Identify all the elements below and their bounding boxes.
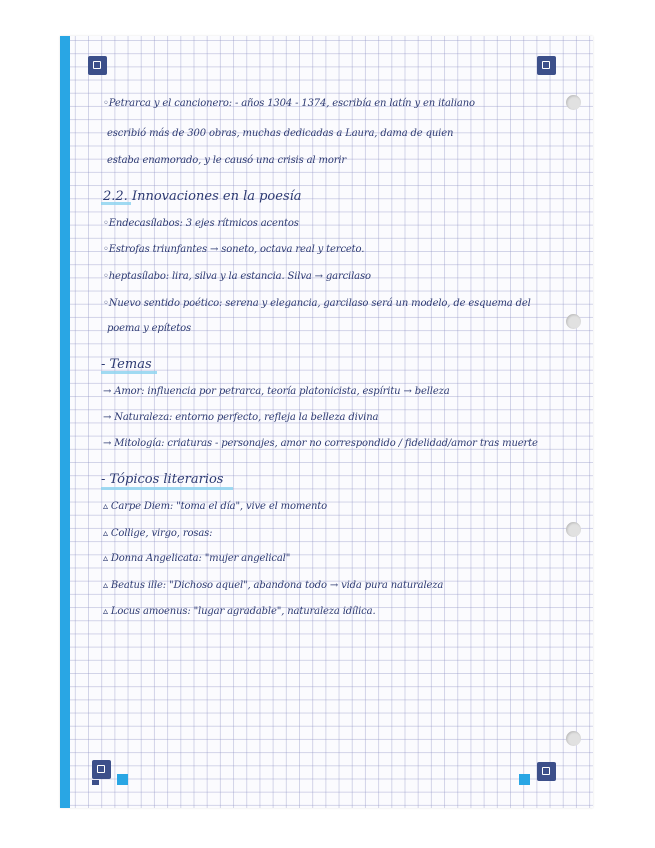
punch-hole-icon — [566, 314, 581, 329]
section-heading: - Tópicos literarios — [101, 472, 224, 487]
corner-marker-icon — [88, 56, 107, 75]
text-line: estaba enamorado, y le causó una crisis al morir — [107, 155, 347, 166]
list-item: ▵ Carpe Diem: "toma el día", vive el momento — [103, 501, 328, 512]
list-item: ◦Endecasílabos: 3 ejes rítmicos acentos — [103, 218, 299, 229]
section-heading: 2.2. Innovaciones en la poesía — [103, 189, 302, 204]
section-heading: - Temas — [101, 357, 152, 372]
list-item: ▵ Donna Angelicata: "mujer angelical" — [103, 553, 291, 564]
corner-square-icon — [519, 774, 530, 785]
list-item: → Amor: influencia por petrarca, teoría platonicista, espíritu → belleza — [103, 386, 450, 397]
punch-hole-icon — [566, 731, 581, 746]
list-item: → Mitología: criaturas - personajes, amor no correspondido / fidelidad/amor tras muerte — [103, 438, 538, 449]
corner-marker-icon — [537, 56, 556, 75]
corner-dash-icon — [92, 780, 99, 785]
list-item: ◦Nuevo sentido poético: serena y elegancia, garcilaso será un modelo, de esquema del — [103, 298, 531, 309]
list-item: ▵ Collige, virgo, rosas: — [103, 528, 213, 539]
text-line: ◦Petrarca y el cancionero: - años 1304 - 1374, escribía en latín y en italiano — [103, 98, 475, 109]
list-item: ◦heptasílabo: lira, silva y la estancia. Silva → garcilaso — [103, 271, 371, 282]
list-item: ▵ Beatus ille: "Dichoso aquel", abandona todo → vida pura naturaleza — [103, 580, 444, 591]
text-line: escribió más de 300 obras, muchas dedicadas a Laura, dama de quien — [107, 128, 454, 139]
corner-square-icon — [117, 774, 128, 785]
list-item: ◦Estrofas triunfantes → soneto, octava real y terceto. — [103, 244, 365, 255]
punch-hole-icon — [566, 95, 581, 110]
sheet-blue-edge — [60, 36, 70, 808]
corner-marker-icon — [92, 760, 111, 779]
list-item: poema y epítetos — [107, 323, 192, 334]
list-item: ▵ Locus amoenus: "lugar agradable", naturaleza idílica. — [103, 606, 376, 617]
corner-marker-icon — [537, 762, 556, 781]
punch-hole-icon — [566, 522, 581, 537]
list-item: → Naturaleza: entorno perfecto, refleja la belleza divina — [103, 412, 379, 423]
